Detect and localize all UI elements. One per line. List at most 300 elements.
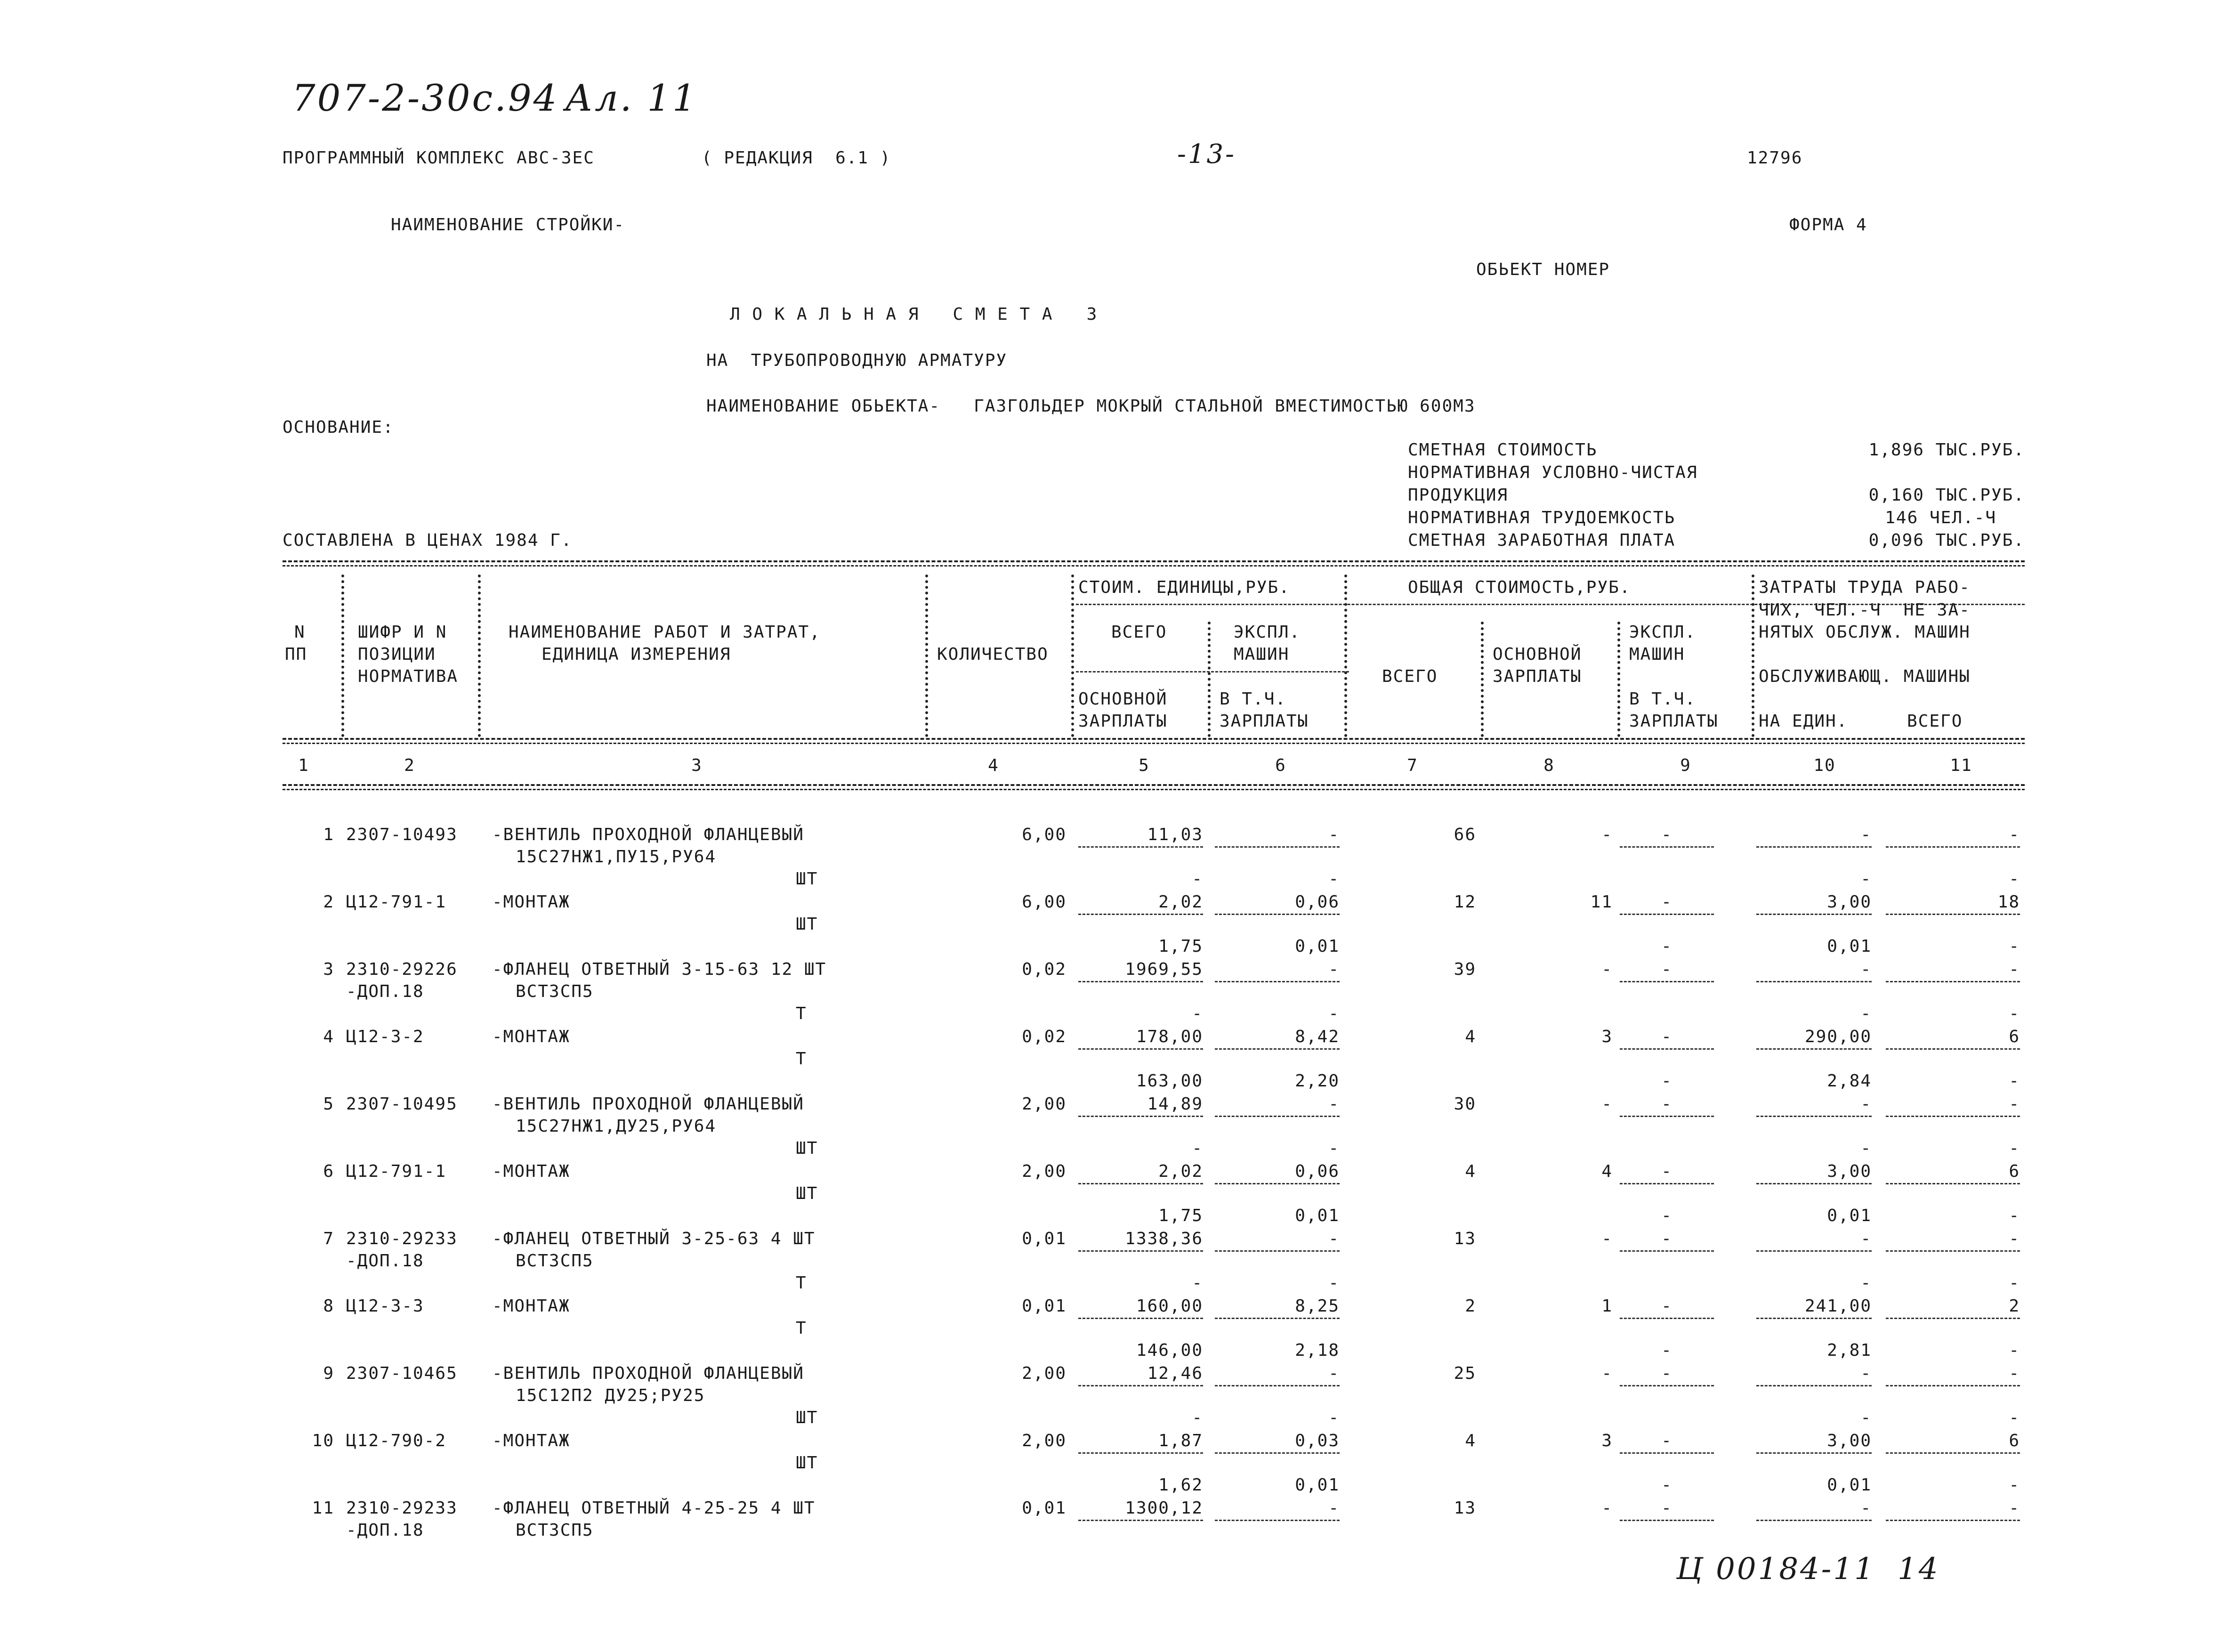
column-separator [1617,622,1620,737]
row-name-detail: ВСТ3СП5 [516,1251,594,1271]
row-unit-incl: - [1328,1408,1340,1427]
row-total: 2 [1465,1296,1476,1316]
row-labor-unit-basic: - [1860,1004,1872,1023]
row-total-basic: - [1601,1498,1613,1518]
row-total-basic: - [1601,1364,1613,1383]
header-total-basic: ЗАРПЛАТЫ [1493,667,1582,686]
row-unit-basic: - [1192,1273,1203,1293]
sheet-number-handwritten: 14 [1898,1552,1940,1587]
column-number: 11 [1950,756,1972,775]
summary-label: СМЕТНАЯ ЗАРАБОТНАЯ ПЛАТА [1408,531,1676,550]
column-separator [1481,622,1484,737]
row-unit-basic: 163,00 [1136,1071,1203,1091]
row-labor-unit-basic: - [1860,869,1872,889]
column-number: 1 [298,756,309,775]
cell-underline [1886,1385,2020,1386]
row-unit: Т [796,1319,807,1338]
row-number: 11 [312,1498,334,1518]
row-number: 8 [323,1296,334,1316]
row-code-suffix: -ДОП.18 [346,1521,424,1540]
row-unit-total: 2,02 [1158,892,1203,912]
header-unit-basic: ОСНОВНОЙ [1078,689,1168,709]
summary-label: НОРМАТИВНАЯ УСЛОВНО-ЧИСТАЯ [1408,463,1698,482]
header-rule-bottom2 [283,789,2025,790]
header-labor-machines: ОБСЛУЖИВАЮЩ. МАШИНЫ [1759,667,1971,686]
row-name: -ФЛАНЕЦ ОТВЕТНЫЙ 3-25-63 4 ШТ [492,1229,816,1248]
row-name-detail: ВСТ3СП5 [516,1521,594,1540]
cell-underline [1078,1385,1203,1386]
row-unit-total: 160,00 [1136,1296,1203,1316]
row-labor-unit: 3,00 [1827,892,1872,912]
row-unit: ШТ [796,1408,818,1427]
row-total-machines: - [1661,960,1672,979]
row-labor-unit-basic: 0,01 [1827,1475,1872,1495]
cell-underline [1886,1452,2020,1454]
header-col3: НАИМЕНОВАНИЕ РАБОТ И ЗАТРАТ, [509,623,821,642]
row-name-detail: ВСТ3СП5 [516,982,594,1001]
column-separator [341,575,344,737]
cell-underline [1620,1250,1714,1252]
row-labor-total-basic: - [2009,1408,2020,1427]
row-unit-total: 12,46 [1147,1364,1203,1383]
row-number: 10 [312,1431,334,1450]
row-labor-total: 6 [2009,1431,2020,1450]
cell-underline [1215,1116,1340,1117]
row-unit-incl: - [1328,1004,1340,1023]
cell-underline [1886,1116,2020,1117]
row-unit: ШТ [796,1453,818,1473]
row-code: 2310-29233 [346,1498,458,1518]
column-number: 6 [1275,756,1286,775]
header-total-all: ВСЕГО [1382,667,1438,686]
cell-underline [1756,1116,1872,1117]
row-labor-unit-basic: 2,81 [1827,1341,1872,1360]
header-col2: НОРМАТИВА [358,667,459,686]
row-labor-total: 2 [2009,1296,2020,1316]
row-unit-machines: 0,06 [1295,1162,1340,1181]
column-number: 10 [1813,756,1836,775]
header-rule-top2 [283,565,2025,567]
row-unit-incl: - [1328,869,1340,889]
row-total: 4 [1465,1431,1476,1450]
form-label: ФОРМА 4 [1789,215,1867,235]
row-total: 4 [1465,1162,1476,1181]
cell-underline [1756,914,1872,915]
row-total-incl: - [1661,937,1672,956]
row-total-incl: - [1661,1071,1672,1091]
row-unit-basic: - [1192,1139,1203,1158]
row-total-machines: - [1661,1027,1672,1046]
header-unit-incl: В Т.Ч. [1220,689,1287,709]
subject: НА ТРУБОПРОВОДНУЮ АРМАТУРУ [706,351,1008,370]
column-number: 5 [1139,756,1150,775]
cell-underline [1886,1520,2020,1521]
row-total: 13 [1454,1498,1476,1518]
cell-underline [1756,1520,1872,1521]
row-labor-unit-basic: - [1860,1139,1872,1158]
cell-underline [1215,1385,1340,1386]
row-name: -ВЕНТИЛЬ ПРОХОДНОЙ ФЛАНЦЕВЫЙ [492,1364,804,1383]
summary-value: 0,096 ТЫС.РУБ. [1868,531,2025,550]
row-quantity: 0,01 [1022,1296,1067,1316]
header-total-cost: ОБЩАЯ СТОИМОСТЬ,РУБ. [1408,578,1631,597]
row-unit-machines: - [1328,1498,1340,1518]
row-code-suffix: -ДОП.18 [346,982,424,1001]
row-unit-total: 11,03 [1147,825,1203,844]
row-unit-total: 1969,55 [1125,960,1203,979]
row-labor-total-basic: - [2009,1206,2020,1225]
row-unit-total: 1300,12 [1125,1498,1203,1518]
header-total-machines: МАШИН [1629,645,1685,664]
cell-underline [1886,914,2020,915]
header-unit-machines: ЭКСПЛ. [1234,623,1301,642]
row-unit-incl: - [1328,1273,1340,1293]
header-rule-bottom [283,784,2025,786]
header-labor-total: ВСЕГО [1907,712,1963,731]
row-labor-unit-basic: 0,01 [1827,937,1872,956]
row-total: 25 [1454,1364,1476,1383]
row-unit-machines: - [1328,1364,1340,1383]
column-separator [478,575,481,737]
row-labor-unit: - [1860,1498,1872,1518]
row-code: Ц12-791-1 [346,892,447,912]
row-labor-unit-basic: 0,01 [1827,1206,1872,1225]
row-unit-basic: 146,00 [1136,1341,1203,1360]
row-labor-unit: - [1860,1364,1872,1383]
row-unit-incl: 2,20 [1295,1071,1340,1091]
row-quantity: 0,01 [1022,1498,1067,1518]
construction-label: НАИМЕНОВАНИЕ СТРОЙКИ- [391,215,625,235]
summary-label: СМЕТНАЯ СТОИМОСТЬ [1408,440,1598,460]
column-number: 9 [1680,756,1691,775]
row-name-detail: 15С27НЖ1,ДУ25,РУ64 [516,1117,717,1136]
header-col3: ЕДИНИЦА ИЗМЕРЕНИЯ [541,645,731,664]
header-total-incl: В Т.Ч. [1629,689,1697,709]
row-name: -МОНТАЖ [492,1431,570,1450]
row-labor-unit: - [1860,960,1872,979]
row-quantity: 2,00 [1022,1094,1067,1114]
row-code: 2310-29226 [346,960,458,979]
row-number: 6 [323,1162,334,1181]
cell-underline [1078,1116,1203,1117]
row-name: -ВЕНТИЛЬ ПРОХОДНОЙ ФЛАНЦЕВЫЙ [492,825,804,844]
cell-underline [1756,846,1872,848]
row-labor-total-basic: - [2009,1475,2020,1495]
row-unit: Т [796,1004,807,1023]
sheet-handwritten: Ал. 11 [565,77,698,120]
cell-underline [1886,1250,2020,1252]
cell-underline [1078,1048,1203,1050]
header-unit-cost: СТОИМ. ЕДИНИЦЫ,РУБ. [1078,578,1290,597]
row-labor-unit-basic: 2,84 [1827,1071,1872,1091]
header-labor: НЯТЫХ ОБСЛУЖ. МАШИН [1759,623,1971,642]
cell-underline [1215,914,1340,915]
row-labor-total-basic: - [2009,1273,2020,1293]
row-labor-unit-basic: - [1860,1408,1872,1427]
row-labor-total: 18 [1997,892,2020,912]
row-unit-machines: - [1328,1229,1340,1248]
row-total-basic: - [1601,960,1613,979]
row-unit-basic: 1,62 [1158,1475,1203,1495]
header-col1: ПП [285,645,307,664]
row-labor-total-basic: - [2009,1341,2020,1360]
row-name: -ФЛАНЕЦ ОТВЕТНЫЙ 4-25-25 4 ШТ [492,1498,816,1518]
row-quantity: 0,02 [1022,960,1067,979]
row-number: 1 [323,825,334,844]
row-unit-machines: 8,42 [1295,1027,1340,1046]
header-rule-top [283,560,2025,562]
row-labor-unit: 3,00 [1827,1162,1872,1181]
row-code: Ц12-790-2 [346,1431,447,1450]
row-unit: Т [796,1049,807,1069]
row-total-machines: - [1661,825,1672,844]
row-name-detail: 15С27НЖ1,ПУ15,РУ64 [516,847,717,866]
row-total: 66 [1454,825,1476,844]
row-labor-total-basic: - [2009,1139,2020,1158]
cell-underline [1215,846,1340,848]
summary-value: 146 ЧЕЛ.-Ч [1885,508,1996,527]
cell-underline [1756,1048,1872,1050]
row-unit-machines: 0,03 [1295,1431,1340,1450]
row-code: 2307-10493 [346,825,458,844]
cell-underline [1620,914,1714,915]
row-labor-total: - [2009,960,2020,979]
row-labor-total-basic: - [2009,1071,2020,1091]
row-labor-total: 6 [2009,1162,2020,1181]
row-total-machines: - [1661,1229,1672,1248]
row-unit-total: 14,89 [1147,1094,1203,1114]
header-subrule [1076,671,1349,672]
page-title: Л О К А Л Ь Н А Я С М Е Т А 3 [730,305,1098,324]
row-total-basic: 1 [1601,1296,1613,1316]
cell-underline [1078,846,1203,848]
cell-underline [1078,1318,1203,1319]
row-number: 4 [323,1027,334,1046]
row-labor-total: - [2009,1364,2020,1383]
row-labor-unit: 3,00 [1827,1431,1872,1450]
row-total: 30 [1454,1094,1476,1114]
cell-underline [1620,981,1714,982]
row-unit-basic: 1,75 [1158,1206,1203,1225]
cell-underline [1886,1318,2020,1319]
row-name: -ВЕНТИЛЬ ПРОХОДНОЙ ФЛАНЦЕВЫЙ [492,1094,804,1114]
column-number: 2 [404,756,415,775]
cell-underline [1078,1520,1203,1521]
cell-underline [1620,846,1714,848]
row-unit-incl: 2,18 [1295,1341,1340,1360]
row-total-incl: - [1661,1475,1672,1495]
row-code: 2307-10495 [346,1094,458,1114]
cell-underline [1078,1250,1203,1252]
cell-underline [1886,1048,2020,1050]
header-unit-basic: ЗАРПЛАТЫ [1078,712,1168,731]
cell-underline [1756,1318,1872,1319]
row-unit: ШТ [796,915,818,934]
row-name: -МОНТАЖ [492,892,570,912]
cell-underline [1756,1183,1872,1184]
row-unit-machines: 8,25 [1295,1296,1340,1316]
page-number-handwritten: -13- [1177,139,1236,170]
header-total-basic: ОСНОВНОЙ [1493,645,1582,664]
column-number: 3 [691,756,703,775]
cell-underline [1078,1183,1203,1184]
row-code: Ц12-3-2 [346,1027,424,1046]
object-number-label: ОБЬЕКТ НОМЕР [1476,260,1610,279]
row-quantity: 2,00 [1022,1431,1067,1450]
cell-underline [1078,1452,1203,1454]
row-unit-incl: - [1328,1139,1340,1158]
row-name: -МОНТАЖ [492,1296,570,1316]
row-labor-total: 6 [2009,1027,2020,1046]
cell-underline [1078,981,1203,982]
row-quantity: 0,02 [1022,1027,1067,1046]
summary-value: 1,896 ТЫС.РУБ. [1868,440,2025,460]
row-labor-unit: - [1860,825,1872,844]
row-name-detail: 15С12П2 ДУ25;РУ25 [516,1386,705,1405]
row-total-basic: 11 [1590,892,1613,912]
row-unit-basic: - [1192,869,1203,889]
row-unit-machines: 0,06 [1295,892,1340,912]
header-total-machines: ЭКСПЛ. [1629,623,1697,642]
row-unit: Т [796,1273,807,1293]
row-unit: ШТ [796,1184,818,1203]
row-unit-incl: 0,01 [1295,937,1340,956]
prices-label: СОСТАВЛЕНА В ЦЕНАХ 1984 Г. [283,531,573,550]
row-quantity: 6,00 [1022,825,1067,844]
cell-underline [1756,981,1872,982]
row-unit-incl: 0,01 [1295,1206,1340,1225]
row-unit-basic: - [1192,1408,1203,1427]
row-code-suffix: -ДОП.18 [346,1251,424,1271]
summary-label: НОРМАТИВНАЯ ТРУДОЕМКОСТЬ [1408,508,1676,527]
cell-underline [1620,1318,1714,1319]
row-unit: ШТ [796,869,818,889]
header-col2: ШИФР И N [358,623,447,642]
row-total-basic: 3 [1601,1027,1613,1046]
row-labor-total: - [2009,1498,2020,1518]
row-labor-total: - [2009,825,2020,844]
row-labor-total: - [2009,1229,2020,1248]
row-total-basic: - [1601,1094,1613,1114]
row-labor-unit: - [1860,1229,1872,1248]
row-quantity: 0,01 [1022,1229,1067,1248]
row-total-machines: - [1661,1162,1672,1181]
column-separator [1208,622,1211,737]
row-total-machines: - [1661,1364,1672,1383]
row-unit-total: 178,00 [1136,1027,1203,1046]
row-total-machines: - [1661,1431,1672,1450]
row-total-basic: 4 [1601,1162,1613,1181]
row-total-machines: - [1661,892,1672,912]
doc-code-handwritten: Ц 00184-11 [1676,1552,1875,1587]
cell-underline [1215,1183,1340,1184]
row-unit-machines: - [1328,1094,1340,1114]
row-total: 12 [1454,892,1476,912]
project-code-handwritten: 707-2-30с.94 [292,77,559,120]
row-unit-total: 1338,36 [1125,1229,1203,1248]
row-total: 39 [1454,960,1476,979]
row-labor-unit: 290,00 [1804,1027,1872,1046]
header-labor: ЧИХ, ЧЕЛ.-Ч НЕ ЗА- [1759,600,1971,620]
column-separator [925,575,928,737]
object-name: НАИМЕНОВАНИЕ ОБЬЕКТА- ГАЗГОЛЬДЕР МОКРЫЙ СТАЛЬНОЙ ВМЕСТИМОСТЬЮ 600М3 [706,397,1476,416]
column-separator [1344,575,1347,737]
cell-underline [1215,1048,1340,1050]
row-labor-unit-basic: - [1860,1273,1872,1293]
cell-underline [1620,1183,1714,1184]
summary-label: ПРОДУКЦИЯ [1408,486,1509,505]
row-number: 7 [323,1229,334,1248]
row-number: 5 [323,1094,334,1114]
cell-underline [1756,1250,1872,1252]
row-number: 9 [323,1364,334,1383]
header-unit-machines: МАШИН [1234,645,1290,664]
row-labor-unit: - [1860,1094,1872,1114]
cell-underline [1620,1048,1714,1050]
row-total-incl: - [1661,1341,1672,1360]
row-labor-total-basic: - [2009,869,2020,889]
row-number: 2 [323,892,334,912]
row-name: -МОНТАЖ [492,1162,570,1181]
row-code: Ц12-3-3 [346,1296,424,1316]
row-code: 2307-10465 [346,1364,458,1383]
program-name: ПРОГРАММНЫЙ КОМПЛЕКС АВС-3ЕС [283,148,595,168]
row-total-basic: - [1601,1229,1613,1248]
cell-underline [1756,1452,1872,1454]
header-total-incl: ЗАРПЛАТЫ [1629,712,1719,731]
row-code: Ц12-791-1 [346,1162,447,1181]
cell-underline [1620,1520,1714,1521]
row-unit-total: 1,87 [1158,1431,1203,1450]
row-total-machines: - [1661,1094,1672,1114]
cell-underline [1620,1116,1714,1117]
column-separator [1752,575,1754,737]
column-number: 8 [1543,756,1555,775]
row-unit-basic: 1,75 [1158,937,1203,956]
cell-underline [1756,1385,1872,1386]
row-unit-machines: - [1328,825,1340,844]
row-quantity: 2,00 [1022,1162,1067,1181]
cell-underline [1886,846,2020,848]
row-labor-total-basic: - [2009,937,2020,956]
cell-underline [1215,1250,1340,1252]
cell-underline [1215,981,1340,982]
header-unit-total: ВСЕГО [1111,623,1167,642]
row-unit-total: 2,02 [1158,1162,1203,1181]
row-total-basic: 3 [1601,1431,1613,1450]
row-labor-total-basic: - [2009,1004,2020,1023]
row-unit-basic: - [1192,1004,1203,1023]
header-labor-unit: НА ЕДИН. [1759,712,1848,731]
cell-underline [1620,1385,1714,1386]
row-unit-incl: 0,01 [1295,1475,1340,1495]
header-col2: ПОЗИЦИИ [358,645,436,664]
row-name: -ФЛАНЕЦ ОТВЕТНЫЙ 3-15-63 12 ШТ [492,960,827,979]
header-unit-incl: ЗАРПЛАТЫ [1220,712,1309,731]
header-labor: ЗАТРАТЫ ТРУДА РАБО- [1759,578,1971,597]
row-total-basic: - [1601,825,1613,844]
header-rule-mid [283,738,2025,740]
cell-underline [1215,1520,1340,1521]
edition: ( РЕДАКЦИЯ 6.1 ) [702,148,891,168]
document-number: 12796 [1747,148,1803,168]
cell-underline [1886,981,2020,982]
row-quantity: 2,00 [1022,1364,1067,1383]
row-quantity: 6,00 [1022,892,1067,912]
cell-underline [1886,1183,2020,1184]
row-number: 3 [323,960,334,979]
row-labor-total: - [2009,1094,2020,1114]
